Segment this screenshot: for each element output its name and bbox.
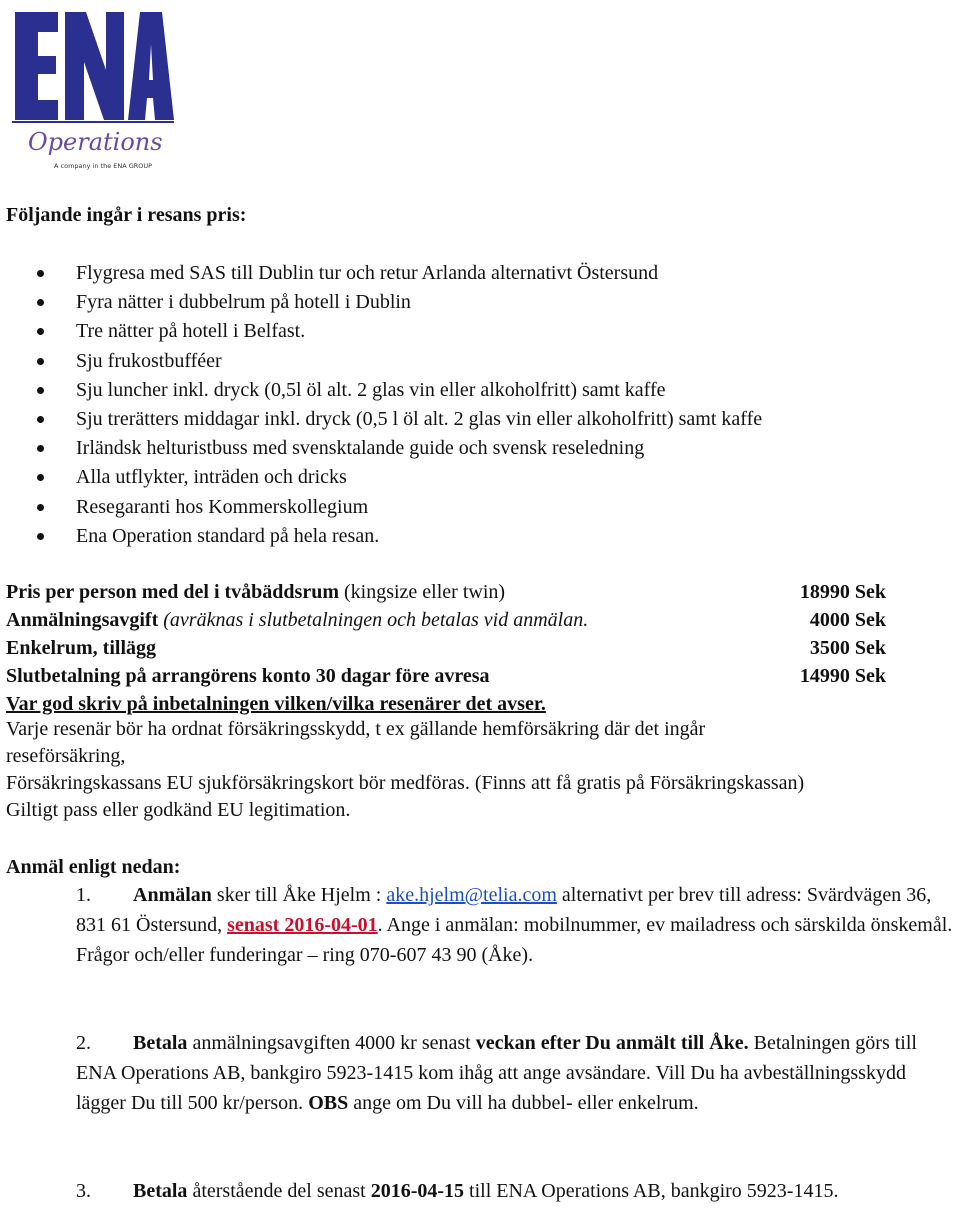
ena-operations-logo [10,4,175,174]
email-link[interactable]: ake.hjelm@telia.com [386,884,557,906]
step-text: till ENA Operations AB, bankgiro 5923-1415. [464,1180,839,1202]
price-label: Slutbetalning på arrangörens konto 30 dagar före avresa [6,665,490,687]
price-row-per-person [6,578,886,606]
logo-script-text: Operations [28,128,163,156]
price-label: Pris per person med del i tvåbäddsrum [6,581,339,603]
price-amount: 3500 Sek [809,637,886,659]
passport-line: Giltigt pass eller godkänd EU legitimation. [6,799,351,821]
signup-step-1 [76,880,956,970]
step-emphasis: veckan efter Du anmält till Åke. [475,1032,749,1054]
deadline-text: senast 2016-04-01 [227,914,378,936]
price-amount: 18990 Sek [799,581,886,603]
insurance-line: reseförsäkring, [6,745,126,767]
price-row-registration-fee [6,606,886,634]
payment-note: Var god skriv på inbetalningen vilken/vilka resenärer det avser. [6,693,546,715]
price-label: Anmälningsavgift [6,609,159,631]
step-text: sker till Åke Hjelm : [211,884,387,906]
insurance-line: Varje resenär bör ha ordnat försäkringsskydd, t ex gällande hemförsäkring där det ingår [6,718,706,740]
step-text: . Ange i anmälan: mobilnummer, ev mailadress och särskilda önskemål. Frågor och/eller funderingar – ring 070-607 43 90 (Åke). [76,914,953,966]
step-keyword: Anmälan [133,884,212,906]
signup-heading: Anmäl enligt nedan: [6,856,181,878]
price-label: Enkelrum, tillägg [6,637,157,659]
price-amount: 4000 Sek [809,609,886,631]
price-amount: 14990 Sek [799,665,886,687]
logo-tagline: A company in the ENA GROUP [54,162,153,170]
list-item: Alla utflykter, inträden och dricks [0,463,762,492]
step-text: alternativt per brev till adress: Svärdvägen 36, 831 61 Östersund, [76,884,932,936]
step-text: Betalningen görs till ENA Operations AB, bankgiro 5923-1415 kom ihåg att ange avsändare. Vill Du ha avbeställningsskydd lägger Du till 500 kr/person. [76,1032,917,1114]
list-item: Sju luncher inkl. dryck (0,5l öl alt. 2 glas vin eller alkoholfritt) samt kaffe [0,376,762,405]
step-number: 3. [76,1180,91,1202]
step-number: 2. [76,1032,91,1054]
step-emphasis: OBS [308,1092,349,1114]
step-keyword: Betala [133,1032,188,1054]
list-item: Flygresa med SAS till Dublin tur och retur Arlanda alternativt Östersund [0,259,762,288]
step-text: ange om Du vill ha dubbel- eller enkelrum. [348,1092,699,1114]
included-list [0,259,762,551]
step-text: återstående del senast [187,1180,371,1202]
step-keyword: Betala [133,1180,188,1202]
list-item: Sju frukostbufféer [0,347,762,376]
signup-step-3 [76,1176,956,1206]
price-row-single-room [6,634,886,662]
list-item: Sju trerätters middagar inkl. dryck (0,5 l öl alt. 2 glas vin eller alkoholfritt) samt kaffe [0,405,762,434]
price-label-detail: (kingsize eller twin) [338,581,506,603]
list-item: Tre nätter på hotell i Belfast. [0,317,762,346]
list-item: Ena Operation standard på hela resan. [0,522,762,551]
step-emphasis: 2016-04-15 [370,1180,465,1202]
included-heading: Följande ingår i resans pris: [6,204,247,226]
price-row-final-payment [6,662,886,690]
price-label-detail: (avräknas i slutbetalningen och betalas vid anmälan. [158,609,589,631]
insurance-line: Försäkringskassans EU sjukförsäkringskort bör medföras. (Finns att få gratis på Försäkringskassan) [6,772,805,794]
step-text: anmälningsavgiften 4000 kr senast [187,1032,476,1054]
list-item: Resegaranti hos Kommerskollegium [0,493,762,522]
signup-step-2 [76,1028,956,1118]
step-number: 1. [76,884,91,906]
list-item: Fyra nätter i dubbelrum på hotell i Dublin [0,288,762,317]
list-item: Irländsk helturistbuss med svensktalande guide och svensk reseledning [0,434,762,463]
